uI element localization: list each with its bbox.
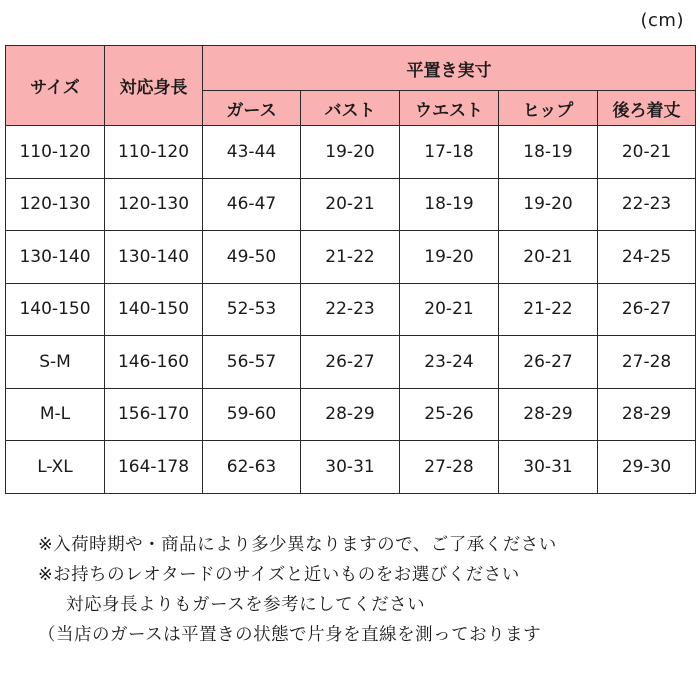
cell-hip: 18-19 xyxy=(499,126,598,179)
cell-waist: 18-19 xyxy=(400,178,499,231)
note-measurement-method: （当店のガースは平置きの状態で片身を直線を測っております xyxy=(38,625,542,645)
note-arrival-variation: ※入荷時期や・商品により多少異なりますので、ご了承ください xyxy=(38,535,557,555)
cell-size: S-M xyxy=(6,336,105,389)
cell-girth: 49-50 xyxy=(203,231,301,284)
table-row xyxy=(6,178,696,231)
header-size: サイズ xyxy=(6,46,105,126)
cell-girth: 46-47 xyxy=(203,178,301,231)
cell-waist: 20-21 xyxy=(400,283,499,336)
cell-back-length: 24-25 xyxy=(598,231,696,284)
cell-bust: 26-27 xyxy=(301,336,400,389)
header-bust: バスト xyxy=(301,91,400,126)
cell-hip: 28-29 xyxy=(499,388,598,441)
table-row xyxy=(6,388,696,441)
cell-waist: 25-26 xyxy=(400,388,499,441)
cell-back-length: 20-21 xyxy=(598,126,696,179)
cell-size: 110-120 xyxy=(6,126,105,179)
cell-size: 120-130 xyxy=(6,178,105,231)
cell-bust: 20-21 xyxy=(301,178,400,231)
note-girth-reference: 対応身長よりもガースを参考にしてください xyxy=(66,595,426,615)
header-back-length: 後ろ着丈 xyxy=(598,91,696,126)
cell-bust: 28-29 xyxy=(301,388,400,441)
cell-height: 120-130 xyxy=(105,178,203,231)
size-table-body xyxy=(6,126,696,494)
cell-girth: 43-44 xyxy=(203,126,301,179)
header-hip: ヒップ xyxy=(499,91,598,126)
cell-height: 140-150 xyxy=(105,283,203,336)
table-row xyxy=(6,126,696,179)
cell-size: L-XL xyxy=(6,441,105,494)
cell-size: 130-140 xyxy=(6,231,105,284)
cell-girth: 59-60 xyxy=(203,388,301,441)
header-waist: ウエスト xyxy=(400,91,499,126)
header-height: 対応身長 xyxy=(105,46,203,126)
cell-waist: 27-28 xyxy=(400,441,499,494)
cell-back-length: 22-23 xyxy=(598,178,696,231)
table-row xyxy=(6,231,696,284)
size-chart-table xyxy=(5,45,696,494)
cell-hip: 26-27 xyxy=(499,336,598,389)
cell-waist: 19-20 xyxy=(400,231,499,284)
cell-hip: 21-22 xyxy=(499,283,598,336)
cell-bust: 22-23 xyxy=(301,283,400,336)
notes-section xyxy=(38,530,557,650)
cell-back-length: 26-27 xyxy=(598,283,696,336)
cell-waist: 17-18 xyxy=(400,126,499,179)
header-girth: ガース xyxy=(203,91,301,126)
cell-back-length: 27-28 xyxy=(598,336,696,389)
cell-height: 156-170 xyxy=(105,388,203,441)
cell-bust: 30-31 xyxy=(301,441,400,494)
cell-waist: 23-24 xyxy=(400,336,499,389)
cell-height: 164-178 xyxy=(105,441,203,494)
cell-bust: 19-20 xyxy=(301,126,400,179)
cell-girth: 52-53 xyxy=(203,283,301,336)
table-row xyxy=(6,441,696,494)
cell-height: 130-140 xyxy=(105,231,203,284)
cell-size: 140-150 xyxy=(6,283,105,336)
table-row xyxy=(6,336,696,389)
unit-label: (cm) xyxy=(640,10,684,31)
cell-bust: 21-22 xyxy=(301,231,400,284)
note-choose-size: ※お持ちのレオタードのサイズと近いものをお選びください xyxy=(38,565,520,585)
cell-hip: 30-31 xyxy=(499,441,598,494)
cell-back-length: 29-30 xyxy=(598,441,696,494)
header-flat-measurement: 平置き実寸 xyxy=(203,46,696,91)
table-row xyxy=(6,283,696,336)
cell-height: 110-120 xyxy=(105,126,203,179)
cell-size: M-L xyxy=(6,388,105,441)
cell-hip: 20-21 xyxy=(499,231,598,284)
cell-back-length: 28-29 xyxy=(598,388,696,441)
cell-girth: 62-63 xyxy=(203,441,301,494)
cell-hip: 19-20 xyxy=(499,178,598,231)
cell-girth: 56-57 xyxy=(203,336,301,389)
cell-height: 146-160 xyxy=(105,336,203,389)
